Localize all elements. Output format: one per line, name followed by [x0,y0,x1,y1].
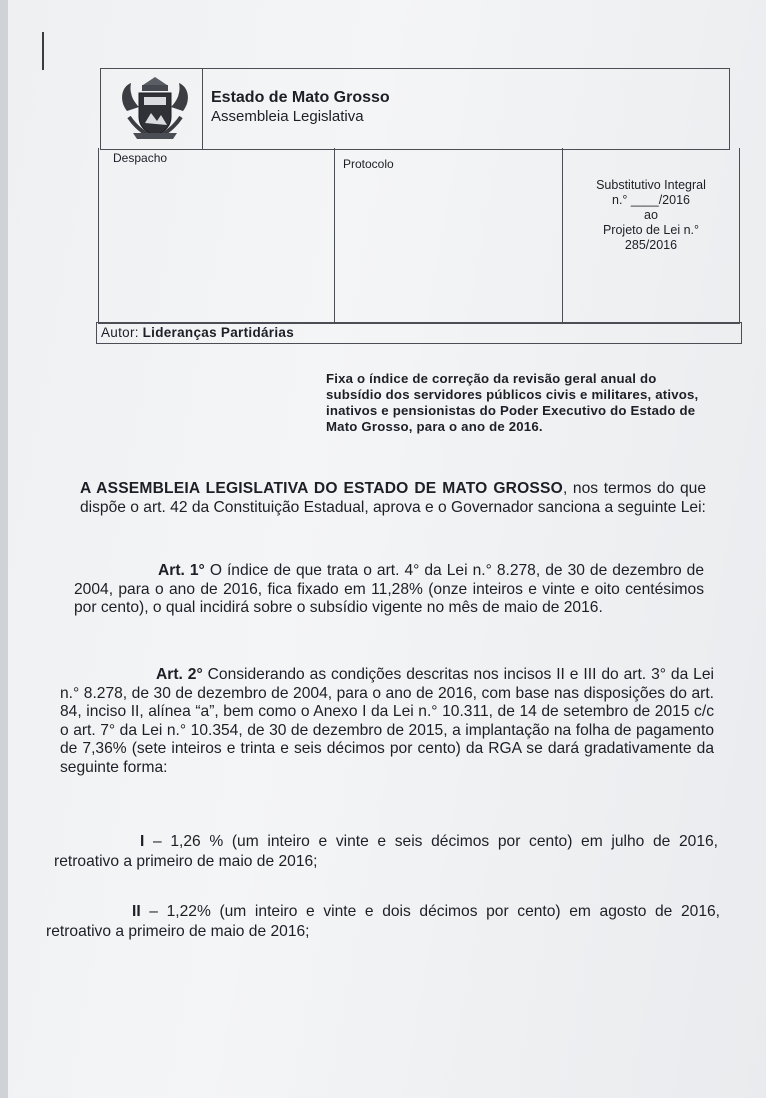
margin-mark [42,32,44,70]
item-2-text: – 1,22% (um inteiro e vinte e dois décimos por cento) em agosto de 2016, retroativo a primeiro de maio de 2016; [46,903,720,940]
item-2-label: II [132,903,141,920]
item-1 [54,832,718,872]
header-box [100,68,730,150]
form-grid [98,148,740,324]
substitutivo-ao: ao [644,208,658,222]
author-row [96,322,742,344]
substitutivo-block [563,178,739,253]
substitutivo-number: n.° ____/2016 [612,193,690,207]
item-1-text: – 1,26 % (um inteiro e vinte e seis décimos por cento) em julho de 2016, retroativo a primeiro de maio de 2016; [54,833,718,870]
preamble [80,480,706,517]
protocolo-cell [335,148,563,323]
document-page [8,0,766,1098]
article-1-label: Art. 1° [158,562,205,579]
item-1-label: I [140,833,145,850]
state-coat-of-arms-icon [115,73,195,143]
preamble-lead: A ASSEMBLEIA LEGISLATIVA DO ESTADO DE MATO GROSSO [80,480,563,497]
crest-cell [101,69,203,149]
article-2 [60,666,714,778]
state-title: Estado de Mato Grosso [211,89,390,106]
author-label: Autor: [101,325,139,340]
article-1 [74,562,704,618]
article-2-label: Art. 2° [156,666,203,683]
assembly-subtitle: Assembleia Legislativa [211,108,364,125]
despacho-cell [99,148,335,323]
projeto-number: 285/2016 [624,238,678,252]
protocolo-label: Protocolo [343,157,394,171]
article-1-text: O índice de que trata o art. 4° da Lei n.° 8.278, de 30 de dezembro de 2004, para o ano de 2016, fica fixado em 11,28% (onze inteiros e vinte e oito centésimos por cento), o qual incidirá sobre o subsídio vigente no mês de maio de 2016. [74,562,704,617]
substitutivo-cell [563,148,739,323]
article-2-text: Considerando as condições descritas nos incisos II e III do art. 3° da Lei n.° 8.278, de 30 de dezembro de 2004, para o ano de 2016, com base nas disposições do art. 84, inciso II, alínea “a”, bem como o Anexo I da Lei n.° 10.311, de 14 de setembro de 2015 c/c o art. 7° da Lei n.° 10.354, de 30 de dezembro de 2015, a implantação na folha de pagamento de 7,36% (sete inteiros e trinta e seis décimos por cento) da RGA se dará gradativamente da seguinte forma: [60,666,714,776]
author-value: Lideranças Partidárias [142,325,295,340]
ementa: Fixa o índice de correção da revisão geral anual do subsídio dos servidores públicos civis e militares, ativos, inativos e pensionistas do Poder Executivo do Estado de Mato Grosso, para o ano de 2016. [326,371,699,434]
item-2 [46,902,720,942]
substitutivo-title: Substitutivo Integral [596,178,706,192]
projeto-label: Projeto de Lei n.° [602,223,700,237]
despacho-label: Despacho [113,151,168,165]
preamble-text: , nos termos do que dispõe o art. 42 da Constituição Estadual, aprova e o Governador sanciona a seguinte Lei: [80,480,706,516]
